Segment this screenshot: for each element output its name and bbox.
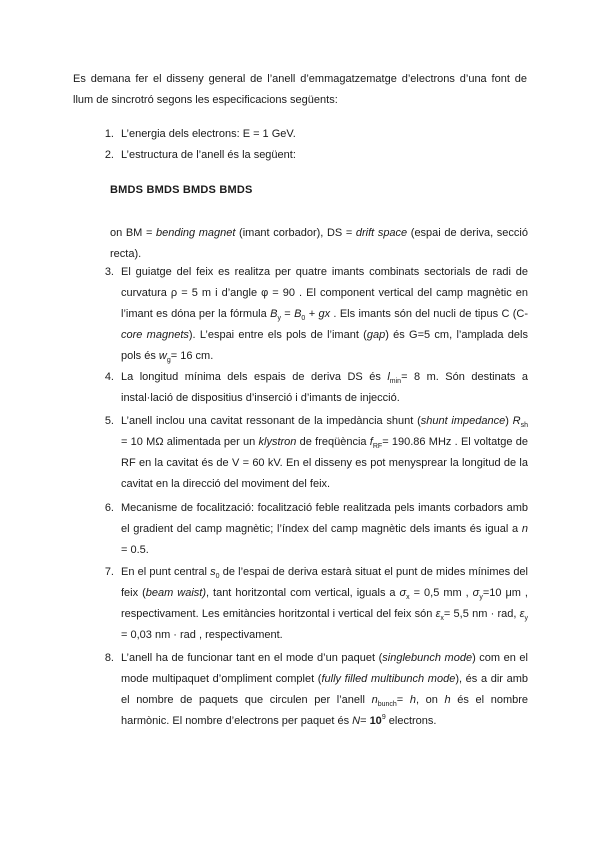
math-symbol: w bbox=[158, 350, 167, 362]
text-fragment: és el nombre harmònic. El nombre d’electrons per paquet és bbox=[121, 694, 529, 727]
math-subscript: RF bbox=[372, 443, 383, 450]
list-text bbox=[121, 367, 528, 409]
math-symbol: f bbox=[369, 436, 373, 448]
ring-structure: BMDS BMDS BMDS BMDS bbox=[110, 184, 253, 196]
term-italic: drift space bbox=[355, 227, 408, 239]
math-symbol: n bbox=[521, 523, 528, 535]
math-symbol: + gx bbox=[305, 308, 331, 320]
text-fragment: = 0,03 nm · rad , respectivament. bbox=[121, 629, 283, 641]
text-fragment: de l’espai de deriva estarà situat el punt de mides mínimes del feix ( bbox=[121, 566, 528, 599]
math-symbol: B bbox=[294, 308, 302, 320]
math-superscript: 9 bbox=[381, 714, 386, 721]
term-italic: bending magnet bbox=[155, 227, 236, 239]
text-fragment: = 16 cm. bbox=[170, 350, 214, 362]
list-text bbox=[121, 562, 528, 646]
text-fragment: = 190.86 MHz . El voltatge de RF en la cavitat és de V = 60 kV. En el disseny es pot menysprear la longitud de la cavitat en la direcció del moviment del feix. bbox=[121, 436, 528, 490]
math-symbol: R bbox=[512, 415, 521, 427]
math-symbol: ε bbox=[435, 608, 441, 620]
math-symbol: σ bbox=[399, 587, 407, 599]
text-fragment: ) com en el mode multipaquet d’ompliment complet ( bbox=[121, 652, 528, 685]
text-fragment: = 8 m. Són destinats a instal·lació de dispositius d’inserció i d’imants de injecció. bbox=[121, 371, 528, 404]
list-number: 6. bbox=[104, 502, 114, 514]
bm-definition bbox=[110, 223, 528, 265]
term-italic: beam waist) bbox=[145, 587, 206, 599]
text-fragment: (espai de deriva, secció recta). bbox=[110, 227, 528, 260]
text-fragment: de freqüència bbox=[296, 436, 370, 448]
math-subscript: x bbox=[406, 594, 410, 601]
list-text: L’estructura de l’anell és la següent: bbox=[121, 149, 296, 161]
math-subscript: y bbox=[277, 315, 281, 322]
math-subscript: x bbox=[440, 615, 444, 622]
list-text bbox=[121, 262, 528, 367]
list-number: 4. bbox=[104, 371, 114, 383]
text-fragment: = 0,5 mm , bbox=[409, 587, 473, 599]
text-fragment: ) bbox=[505, 415, 513, 427]
text-fragment: = bbox=[360, 715, 370, 727]
math-symbol: h bbox=[444, 694, 451, 706]
intro-paragraph: Es demana fer el disseny general de l’anell d’emmagatzematge d’electrons d’una font de llum de sincrotró segons les especificacions següents: bbox=[73, 73, 527, 106]
term-italic: singlebunch mode bbox=[382, 652, 473, 664]
math-subscript: 0 bbox=[215, 573, 220, 580]
term-italic: gap bbox=[366, 329, 386, 341]
math-subscript: 0 bbox=[301, 315, 306, 322]
text-fragment: La longitud mínima dels espais de deriva DS és bbox=[121, 371, 388, 383]
math-symbol: h bbox=[409, 694, 416, 706]
math-symbol: B bbox=[270, 308, 278, 320]
list-number: 1. bbox=[104, 128, 114, 140]
list-number: 7. bbox=[104, 566, 114, 578]
text-fragment: =10 μm , respectivament. Les emitàncies horitzontal i vertical del feix són bbox=[121, 587, 528, 620]
text-fragment: = 5,5 nm · rad, bbox=[443, 608, 520, 620]
list-number: 5. bbox=[104, 415, 114, 427]
math-symbol: n bbox=[371, 694, 378, 706]
list-number: 8. bbox=[104, 652, 114, 664]
text-fragment: on BM = bbox=[110, 227, 156, 239]
list-text bbox=[121, 411, 528, 495]
math-subscript: y bbox=[479, 594, 483, 601]
term-italic: shunt impedance bbox=[420, 415, 506, 427]
text-fragment: = 10 MΩ alimentada per un bbox=[121, 436, 259, 448]
math-symbol: s bbox=[210, 566, 216, 578]
list-number: 2. bbox=[104, 149, 114, 161]
text-fragment: L’anell ha de funcionar tant en el mode d’un paquet ( bbox=[121, 652, 383, 664]
math-symbol: l bbox=[387, 371, 390, 383]
math-subscript: min bbox=[389, 378, 402, 385]
text-fragment: El guiatge del feix es realitza per quatre imants combinats sectorials de radi de curvatura ρ = 5 m i d’angle φ = 90 . El component vertical del camp magnètic en l’imant es dóna per la fórmula bbox=[121, 266, 528, 320]
math-subscript: bunch bbox=[377, 701, 397, 708]
text-fragment: ), és a dir amb el nombre de paquets que circulen per l’anell bbox=[121, 673, 528, 706]
text-fragment: Mecanisme de focalització: focalització feble realitzada pels imants corbadors amb el gradient del camp magnètic; l’índex del camp magnètic dels imants és igual a bbox=[121, 502, 528, 535]
term-italic: fully filled multibunch mode bbox=[321, 673, 456, 685]
math-number: 10 bbox=[369, 715, 382, 727]
list-number: 3. bbox=[104, 266, 114, 278]
text-fragment: . Els imants són del nucli de tipus C (C- bbox=[330, 308, 529, 320]
text-fragment: , tant horitzontal com vertical, iguals a bbox=[205, 587, 400, 599]
term-italic: core magnets bbox=[121, 329, 189, 341]
math-symbol: N bbox=[352, 715, 361, 727]
text-fragment: electrons. bbox=[385, 715, 437, 727]
math-symbol: ε bbox=[519, 608, 525, 620]
text-fragment: ) és G=5 cm, l’amplada dels pols és bbox=[121, 329, 528, 362]
text-fragment: = bbox=[280, 308, 295, 320]
text-fragment: = 0.5. bbox=[121, 544, 149, 556]
math-subscript: y bbox=[524, 615, 528, 622]
term-italic: klystron bbox=[258, 436, 297, 448]
text-fragment: ). L’espai entre els pols de l’imant ( bbox=[188, 329, 367, 341]
math-subscript: sh bbox=[520, 422, 528, 429]
text-fragment: , on bbox=[415, 694, 445, 706]
list-text: L’energia dels electrons: E = 1 GeV. bbox=[121, 128, 296, 140]
math-subscript: g bbox=[166, 357, 171, 364]
list-text bbox=[121, 498, 528, 561]
text-fragment: En el punt central bbox=[121, 566, 211, 578]
math-symbol: σ bbox=[472, 587, 480, 599]
list-text bbox=[121, 648, 528, 732]
text-fragment: (imant corbador), DS = bbox=[235, 227, 356, 239]
text-fragment: = bbox=[396, 694, 410, 706]
text-fragment: L’anell inclou una cavitat ressonant de la impedància shunt ( bbox=[121, 415, 421, 427]
